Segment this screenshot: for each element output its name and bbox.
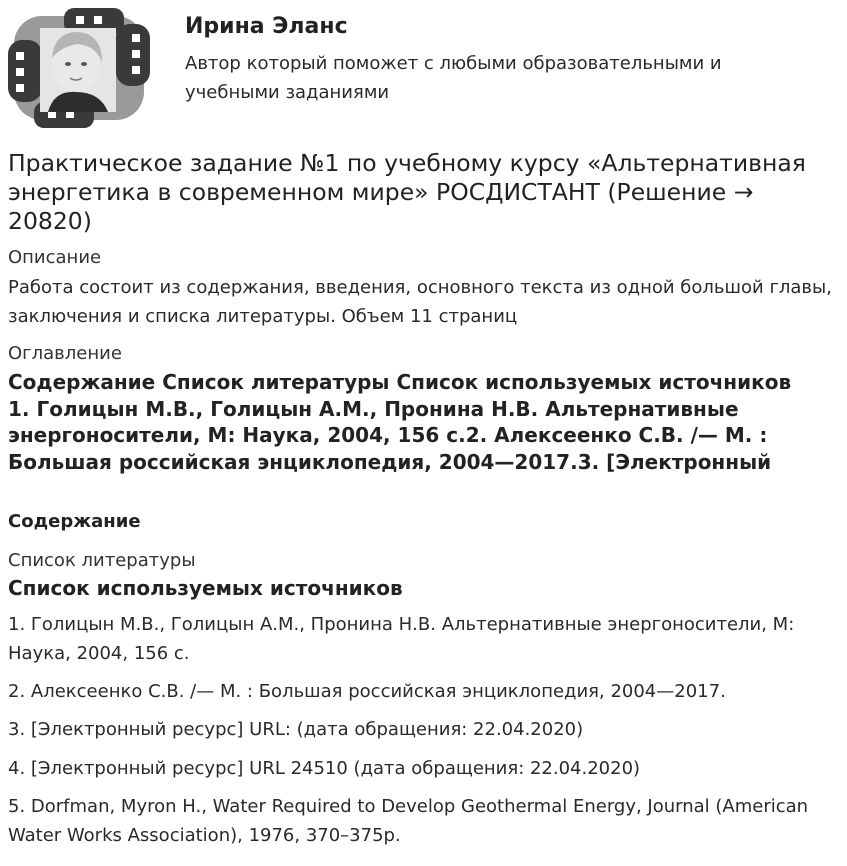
author-name[interactable]: Ирина Эланс [185, 14, 348, 39]
references-label: Список литературы [8, 550, 196, 571]
description-text: Работа состоит из содержания, введения, основного текста из одной большой главы, заключения и списка литературы. Объем 11 страниц [8, 277, 832, 327]
author-avatar-logo [4, 6, 154, 130]
source-item: 5. Dorfman, Myron H., Water Required to Develop Geothermal Energy, Journal (American Water Works Association), 1976, 370–375p. [8, 796, 809, 846]
source-item: 4. [Электронный ресурс] URL 24510 (дата обращения: 22.04.2020) [8, 758, 641, 779]
toc-label: Оглавление [8, 343, 122, 364]
description-label: Описание [8, 247, 102, 268]
source-item: 2. Алексеенко С.В. /— М. : Большая российская энциклопедия, 2004—2017. [8, 681, 726, 702]
portrait-photo [40, 28, 116, 112]
toc-text: Содержание Список литературы Список используемых источников 1. Голицын М.В., Голицын А.М., Пронина Н.В. Альтернативные энергоносители, М: Наука, 2004, 156 с.2. Алексеенко С.В. /— М. : Большая российская энциклопедия, 2004—2017.3. [Электронный [8, 370, 792, 474]
page-title: Практическое задание №1 по учебному курсу «Альтернативная энергетика в современном мире» РОСДИСТАНТ (Решение → 20820) [8, 149, 806, 235]
source-item: 1. Голицын М.В., Голицын А.М., Пронина Н.В. Альтернативные энергоносители, М: Наука, 2004, 156 с. [8, 614, 795, 664]
sources-heading: Список используемых источников [8, 576, 403, 600]
contents-heading: Содержание [8, 511, 141, 532]
author-description: Автор который поможет с любыми образовательными и учебными заданиями [185, 53, 722, 103]
source-item: 3. [Электронный ресурс] URL: (дата обращения: 22.04.2020) [8, 719, 584, 740]
